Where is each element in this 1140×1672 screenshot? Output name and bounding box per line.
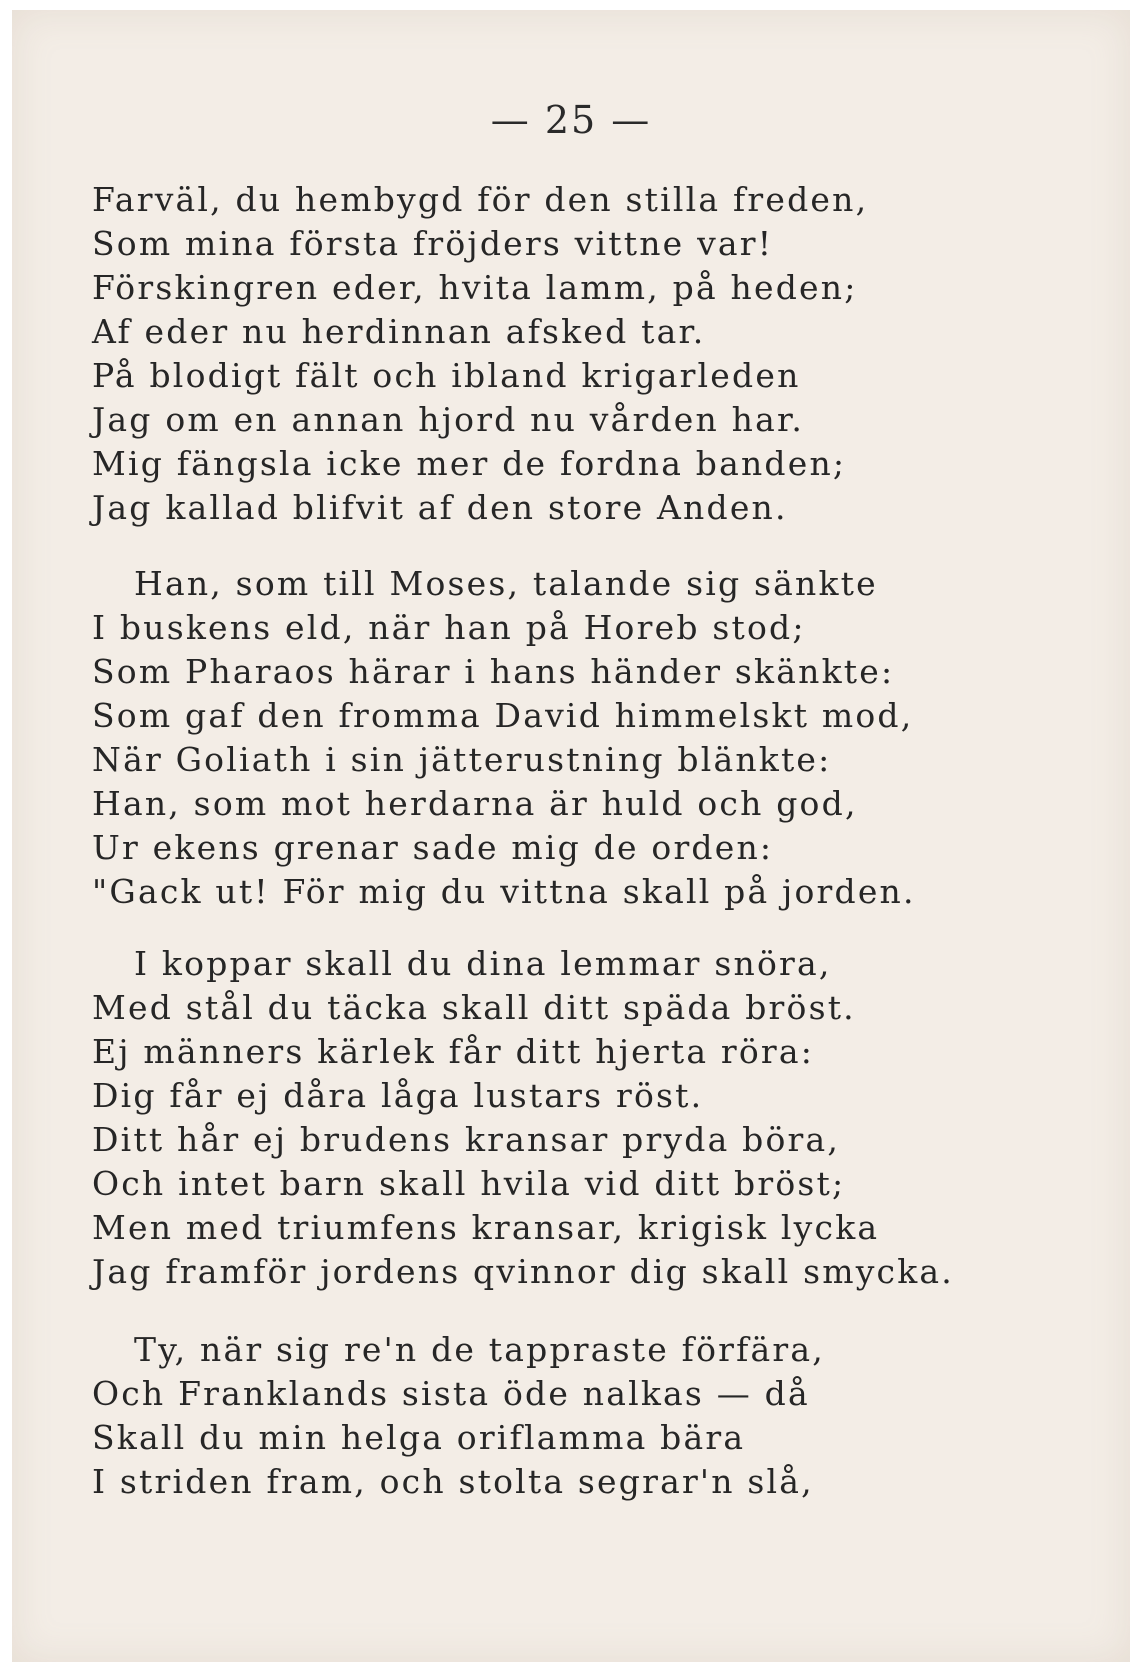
- verse-line: Ty, när sig re'n de tappraste förfära,: [134, 1330, 825, 1369]
- stanza: [92, 562, 1092, 914]
- verse-line: Han, som mot herdarna är huld och god,: [92, 784, 858, 823]
- verse-line: Farväl, du hembygd för den stilla freden,: [92, 180, 869, 219]
- verse-line: Skall du min helga oriflamma bära: [92, 1418, 746, 1457]
- verse-line: Förskingren eder, hvita lamm, på heden;: [92, 268, 858, 307]
- verse-line: Och intet barn skall hvila vid ditt bröst;: [92, 1164, 846, 1203]
- verse-line: Som gaf den fromma David himmelskt mod,: [92, 696, 914, 735]
- verse-line: Men med triumfens kransar, krigisk lycka: [92, 1208, 880, 1247]
- verse-line: Med stål du täcka skall ditt späda bröst.: [92, 988, 856, 1027]
- verse-line: Mig fängsla icke mer de fordna banden;: [92, 444, 847, 483]
- verse-line: På blodigt fält och ibland krigarleden: [92, 356, 801, 395]
- verse-line: Jag kallad blifvit af den store Anden.: [92, 488, 788, 527]
- verse-line: Ej männers kärlek får ditt hjerta röra:: [92, 1032, 815, 1071]
- verse-line: Som Pharaos härar i hans händer skänkte:: [92, 652, 895, 691]
- verse-line: "Gack ut! För mig du vittna skall på jorden.: [92, 872, 916, 911]
- verse-line: Jag framför jordens qvinnor dig skall smycka.: [92, 1252, 954, 1291]
- verse-line: När Goliath i sin jätterustning blänkte:: [92, 740, 832, 779]
- stanza: [92, 1328, 1092, 1504]
- verse-line: Jag om en annan hjord nu vården har.: [92, 400, 805, 439]
- book-page: [12, 10, 1130, 1662]
- verse-line: Dig får ej dåra låga lustars röst.: [92, 1076, 704, 1115]
- verse-line: Som mina första fröjders vittne var!: [92, 224, 774, 263]
- verse-line: I buskens eld, när han på Horeb stod;: [92, 608, 806, 647]
- verse-line: I koppar skall du dina lemmar snöra,: [134, 944, 832, 983]
- verse-line: Ur ekens grenar sade mig de orden:: [92, 828, 774, 867]
- stanza: [92, 178, 1092, 530]
- stanza: [92, 942, 1092, 1294]
- verse-line: Han, som till Moses, talande sig sänkte: [134, 564, 878, 603]
- verse-line: I striden fram, och stolta segrar'n slå,: [92, 1462, 814, 1501]
- page-number: — 25 —: [490, 98, 652, 142]
- verse-line: Och Franklands sista öde nalkas — då: [92, 1374, 810, 1413]
- verse-line: Ditt hår ej brudens kransar pryda böra,: [92, 1120, 841, 1159]
- verse-line: Af eder nu herdinnan afsked tar.: [92, 312, 706, 351]
